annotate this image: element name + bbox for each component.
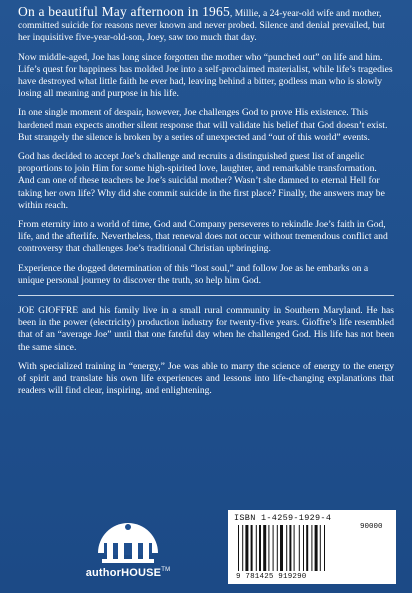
barcode-bar [286, 525, 287, 571]
description-paragraph-1 [18, 6, 394, 45]
barcode-bar [256, 525, 257, 571]
price-code: 90000 [360, 523, 383, 531]
barcode-bar [251, 525, 253, 571]
barcode-bar [303, 525, 304, 571]
barcode-bar [238, 525, 239, 571]
house-columns-icon [80, 515, 176, 567]
description-paragraph-3: In one single moment of despair, however, Joe challenges God to prove His existence. This hardened man expects another silent response that will validate his belief that God doesn’t exist. But strangely the silence is broken by a series of unexpected and “out of this world” events. [18, 107, 388, 143]
barcode-bar [294, 525, 295, 571]
barcode-bar [320, 525, 321, 571]
opening-rest: , Millie, a 24-year-old wife and mother, committed suicide for reasons never known and never probed. Silence and denial prevailed, but her inquisitive five-year-old-son, Joey, saw too much that day. [18, 8, 385, 44]
barcode-bar [273, 525, 274, 571]
barcode-bar [245, 525, 248, 571]
barcode-digits: 9 781425 919290 [236, 573, 307, 581]
description-paragraph-4: God has decided to accept Joe’s challenge and recruits a distinguished guest list of angelic proportions to join Him for some high-spirited love, laughter, and remarkable transformation. And can one of these teachers be Joe’s suicidal mother? Wasn’t she damned to eternal Hell for taking her own life? Why did she commit suicide in the first place? Finally, the answers may be within reach. [18, 151, 385, 211]
barcode-bar [311, 525, 312, 571]
section-divider [18, 295, 394, 296]
description-paragraph-2: Now middle-aged, Joe has long since forgotten the mother who “punched out” on life and him. Life’s quest for happiness has molded Joe into a self-proclaimed materialist, while life’s tragedies have destroyed what little faith he ever had, leaving behind a bitter, godless man who is slowly losing all meaning and purpose in his life. [18, 51, 393, 100]
barcode-bar [263, 525, 266, 571]
barcode-bar [324, 525, 325, 571]
author-bio [18, 305, 394, 397]
isbn-label: ISBN 1-4259-1929-4 [234, 513, 332, 523]
barcode-bar [306, 525, 308, 571]
publisher-wordmark: authorHOUSE [85, 567, 162, 579]
opening-lead: On a beautiful May afternoon in 1965 [18, 4, 230, 19]
description-paragraph-5: From eternity into a world of time, God and Company perseveres to rekindle Joe’s faith in God, life, and the afterlife. Nevertheless, that renewal does not occur without tremendous conflict and controversy that challenges Joe’s traditional Christian upbringing. [18, 219, 388, 255]
barcode-bar [289, 525, 291, 571]
barcode-bar [277, 525, 278, 571]
barcode-bar [242, 525, 243, 571]
barcode-bar [315, 525, 318, 571]
barcode-bar [259, 525, 261, 571]
publisher-name [80, 567, 176, 579]
barcode-bar [299, 525, 300, 571]
barcode-bar [268, 525, 269, 571]
description-paragraph-6: Experience the dogged determination of this “lost soul,” and follow Joe as he embarks on a unique personal journey to discover the truth, so help him God. [18, 262, 369, 286]
publisher-logo [80, 515, 176, 585]
barcode-bars [238, 525, 388, 573]
barcode-panel [228, 510, 396, 584]
cover-text [18, 6, 394, 404]
bio-paragraph-2: With specialized training in “energy,” Joe was able to marry the science of energy to the energy of spirit and translate his own life experiences and lessons into life-changing explanations that readers will find clear, inspiring, and enlightening. [18, 360, 394, 397]
barcode-bar [280, 525, 283, 571]
trademark-mark: TM [161, 567, 171, 573]
bio-paragraph-1: JOE GIOFFRE and his family live in a small rural community in Southern Maryland. He has been in the power (electricity) production industry for twenty-five years. Gioffre’s life resembled that of an “average Joe” until that one fateful day when he challenged God. His life has not been the same since. [18, 305, 394, 353]
